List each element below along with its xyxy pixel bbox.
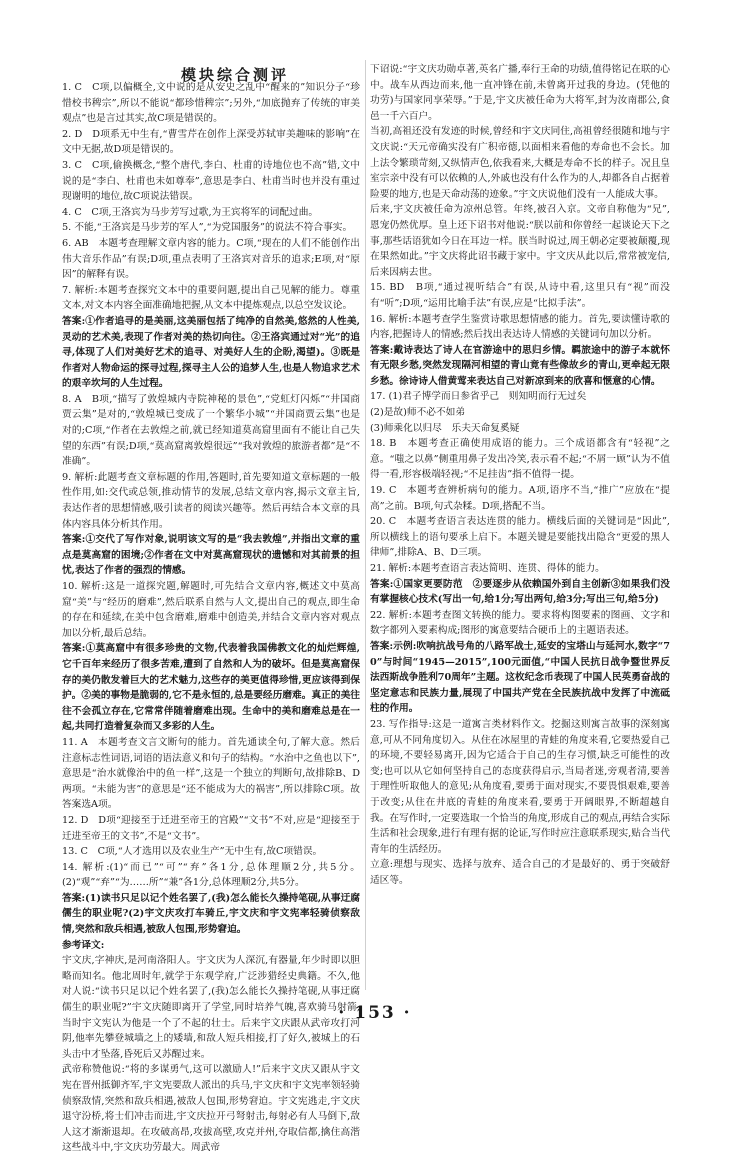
answer-paragraph: 宇文庆,字神庆,是河南洛阳人。宇文庆为人深沉,有器量,年少时即以胆略而知名。他北周时年,就学于东观学府,广泛涉猎经史典籍。不久,他对人说:“读书只足以记个姓名罢了,(我)怎么能长久操持笔砚,从事迂腐儒生的职业呢?”宇文庆随即离开了学堂,同时培养气魄,喜欢骑马射箭,当时宇文宪认为他是一个了不起的壮士。后来宇文庆跟从武帝攻打河阴,他率先攀登城墙之上的矮墙,和敌人短兵相接,打了好久,被城上的石头击中才坠落,昏死后又苏醒过来。: [62, 955, 360, 1060]
answer-paragraph: 23. 写作指导:这是一道寓言类材料作文。挖掘这则寓言故事的深刻寓意,可从不同角度切入。从住在冰屋里的青蛙的角度来看,它要热爱自己的环境,不要轻易离开,因为它适合于自己的生存习惯,缺乏可能性的改变;也可以从它如何坚持自己的态度获得启示,当局者迷,旁观者清,要善于理性听取他人的意见;从角度看,要勇于面对现实,不要畏惧艰难,要善于改变;从住在井底的青蛙的角度来看,要勇于开阔眼界,不断超越自我。在写作时,一定要选取一个恰当的角度,形成自己的观点,再结合实际生活和社会现象,进行有理有据的论证,写作时应注意联系现实,贴合当代青年的生活经历。: [370, 718, 670, 855]
answer-paragraph: 答案:(1)读书只足以记个姓名罢了,(我)怎么能长久操持笔砚,从事迂腐儒生的职业呢?(2)宇文庆攻打车骑丘,宇文庆和宇文宪率轻骑侦察敌情,突然和敌兵相遇,被敌人包围,形势窘迫。: [62, 892, 360, 936]
answer-paragraph: 下诏说:“宇文庆功勋卓著,英名广播,奉行王命的功绩,值得铭记在联的心中。战车从西边而来,他一直冲锋在前,未曾离开过我的身边。(凭他的功劳)与国家同享荣辱。”于是,宇文庆被任命为大将军,封为汝南郡公,食邑一千六百户。: [370, 64, 670, 122]
answer-paragraph: 答案:①交代了写作对象,说明该文写的是“我去敦煌”,并指出文章的重点是莫高窟的困境;②作者在文中对莫高窟现状的遗憾和对其前景的担忧,表达了作者的强烈的情感。: [62, 534, 360, 577]
answer-paragraph: 1. C C项,以偏概全,文中说的是从安史之乱中“醒来的”知识分子“珍惜校书稗宗”,所以不能说“都珍惜稗宗”;另外,“加底抛弃了传统的审美观点”也是言过其实,故C项是错误的。: [62, 82, 360, 125]
answer-paragraph: 16. 解析:本题考查学生鉴赏诗歌思想情感的能力。首先,要读懂诗歌的内容,把握诗人的情感;然后找出表达诗人情感的关键词句加以分析。: [370, 313, 670, 341]
answer-paragraph: 4. C C项,王洛宾为马步芳写过歌,为王宾将军的词配过曲。: [62, 206, 319, 218]
page-title: 模块综合测评: [180, 66, 289, 84]
answer-paragraph: 13. C C项,“人才选用以及农业生产”无中生有,故C项错误。: [62, 846, 323, 858]
answer-paragraph: 10. 解析:这是一道探究题,解题时,可先结合文章内容,概述文中莫高窟“美”与“经历的磨难”,然后联系自然与人文,提出自己的观点,即生命的存在和延续,在美中包含磨难,磨难中创造美,并结合文章内容对观点加以分析,最后总结。: [62, 581, 360, 639]
answer-paragraph: 当初,高祖还没有发迹的时候,曾经和宇文庆同住,高祖曾经很随和地与宇文庆说:“天元帝确实没有广积帝德,以面相来看他的寿命也不会长。加上法令繁琐苛刻,又纵情声色,依我看来,大概是寿命不长的样子。况且皇室宗亲中没有可以依赖的人,外戚也没有什么作为的人,却都各自占据着险要的地方,也是天命动荡的迹象。”宇文庆说他们没有一人能成大事。: [370, 126, 670, 200]
answer-paragraph: 15. BD B项,“通过视听结合”有误,从诗中看,这里只有“视”而没有“听”;D项,“运用比喻手法”有误,应是“比拟手法”。: [370, 282, 670, 309]
answer-paragraph: 11. A 本题考查文言文断句的能力。首先通读全句,了解大意。然后注意标志性词语,词语的语法意义和句子的结构。“水治中之鱼也以下”,意思是“治水就像治中的鱼一样”,这是一个独立的判断句,故排除B、D两项。“未能为害”的意思是“还不能成为大的祸害”,所以排除C项。故答案选A项。: [62, 736, 360, 811]
answer-paragraph: 18. B 本题考查正确使用成语的能力。三个成语都含有“轻视”之意。“嗤之以鼻”侧重用鼻子发出冷笑,表示看不起;“不屑一顾”认为不值得一看,形容极端轻视;“不足挂齿”指不值得一提。: [370, 438, 670, 481]
answer-paragraph: 9. 解析:此题考查文章标题的作用,答题时,首先要知道文章标题的一般性作用,如:交代或总领,推动情节的发展,总结文章内容,揭示文章主旨,表达作者的思想情感,吸引读者的阅读兴趣等。然后再结合本文章的具体内容具体分析其作用。: [62, 471, 360, 530]
answer-paragraph: 武帝称赞他说:“将的多谋勇气,这可以激励人!”后来宇文庆又跟从宇文宪在晋州抵御齐军,宇文宪要敌人派出的兵马,宇文庆和宇文宪率领轻骑侦察敌情,突然和敌兵相遇,被敌人包围,形势窘迫。宇文宪逃走,宇文庆退守汾桥,将士们冲击而进,宇文庆拉开弓弩射击,每射必有人马倒下,敌人这才渐渐退却。在攻破高昂,攻拔高壁,攻克并州,夺取信都,擒住高湝这些战斗中,宇文庆功劳最大。周武帝: [62, 1064, 360, 1154]
answer-paragraph: 2. D D项系无中生有,“曹雪芹在创作上深受苏轼审美趣味的影响”在文中无据,故D项是错误的。: [62, 128, 360, 156]
answer-paragraph: 12. D D项“迎接至于迁进至帝王的宫殿”“文书”不对,应是“迎接至于迁进至帝王的文书”,不是“文书”。: [62, 814, 360, 842]
answer-paragraph: 答案:①作者追寻的是美丽,这美丽包括了纯净的自然美,悠然的人性美,灵动的艺术美,表现了作者对美的热切向往。②王洛宾通过对“光”的追寻,体现了人们对美好艺术的追寻、对美好人生的企盼,渴望)。③既是作者对人物命运的探寻过程,探寻主人公的追梦人生,也是人物追求艺术的艰辛坎坷的人生过程。: [62, 315, 360, 390]
left-column: [62, 80, 360, 1154]
answer-paragraph: 答案:①国家更要防范 ②要逐步从依赖国外到自主创新③如果我们没有掌握核心技术(写出一句,给1分;写出两句,给3分;写出三句,给5分): [370, 578, 670, 606]
answer-paragraph: 17. (1)君子博学而日参省乎己 则知明而行无过矣: [370, 391, 587, 403]
answer-paragraph: 答案:示例:吹响抗战号角的八路军战士,延安的宝塔山与延河水,数字“70”与时间“1945—2015”,100元面值,“中国人民抗日战争暨世界反法西斯战争胜利70周年”主题。这枚纪念币表现了中国人民英勇奋战的坚定意志和民族力量,展现了中国共产党在全民族抗战中发挥了中流砥柱的作用。: [370, 640, 670, 715]
answer-paragraph: 19. C 本题考查辨析病句的能力。A项,语序不当,“推广”应放在“提高”之前。B项,句式杂糅。D项,搭配不当。: [370, 485, 670, 512]
answer-paragraph: 7. 解析:本题考查探究文本中的重要问题,提出自己见解的能力。尊重文本,对文本内容全面准确地把握,从文本中提炼观点,以总空发议论。: [62, 284, 360, 312]
answer-paragraph: 立意:理想与现实、选择与放弃、适合自己的才是最好的、勇于突破舒适区等。: [370, 859, 670, 886]
answer-paragraph: 参考译文:: [62, 939, 105, 951]
answer-paragraph: 答案:戴诗表达了诗人在官游途中的思归乡情。羁旅途中的游子本就怀有无限乡愁,突然发现隔河相望的青山竟有些像故乡的青山,更牵起无限乡愁。徐诗诗人借黄莺来表达自己对新凉到来的欣喜和惬意的心情。: [370, 344, 670, 387]
answer-paragraph: 5. 不能,“王洛宾是马步芳的军人”,“为党国服务”的说法不符合事实。: [62, 222, 353, 234]
answer-paragraph: 14. 解析:(1)“而已”“可”“弃”各1分,总体理顺2分,共5分。(2)“观”“弃”“为……所”“兼”各1分,总体理顺2分,共5分。: [62, 861, 360, 889]
answer-paragraph: 20. C 本题考查语言表达连贯的能力。横线后面的关键词是“因此”,所以横线上的语句要承上启下。本题关键是要能找出隐含“更爱的黑人律师”,排除A、B、D三项。: [370, 516, 670, 559]
answer-paragraph: 后来,宇文庆被任命为凉州总管。年终,被召入京。文帝自称他为“兄”,恩宠仍然优厚。皇上还下诏书对他说:“朕以前和你曾经一起谈论天下之事,那些话语犹如今日在耳边一样。朕当时说过,周王朝必定要被颠覆,现在果然如此。”宇文庆将此诏书藏于家中。宇文庆从此以后,常常被宠信,后来因病去世。: [370, 204, 670, 278]
answer-paragraph: 3. C C项,偷换概念,“整个唐代,李白、杜甫的诗地位也不高”错,文中说的是“李白、杜甫也未如尊奉”,意思是李白、杜甫当时也并没有重过现谢明的地位,故C项说法错误。: [62, 159, 360, 203]
answer-paragraph: (2)是故)师不必不如弟: [370, 407, 466, 419]
answer-paragraph: (3)师乘化以归尽 乐夫天命复奚疑: [370, 422, 520, 434]
column-divider: [365, 60, 366, 990]
page-number: · 153 ·: [338, 1003, 412, 1023]
answer-paragraph: 21. 解析:本题考查语言表达简明、连贯、得体的能力。: [370, 563, 605, 574]
answer-paragraph: 答案:①莫高窟中有很多珍贵的文物,代表着我国佛教文化的灿烂辉煌,它千百年来经历了很多苦难,遭到了自然和人为的破坏。但是莫高窟保存的美仍散发着巨大的艺术魅力,这些存的美更值得珍惜,更应该得到保护。②美的事物是脆弱的,它不是永恒的,总是要经历磨难。真正的美往往不会孤立存在,它常常伴随着磨难出现。生命中的美和磨难总是在一起,共同打造着复杂而又多彩的人生。: [62, 643, 360, 733]
answer-paragraph: 8. A B项,“描写了敦煌城内寺院神秘的景色”,“党虹灯闪烁”“井国商贾云集”是对的,“敦煌城已变成了一个繁华小城”“并国商贾云集”也是对的;C项,“作者在去敦煌之前,就已经知道莫高窟里面有不能让自己失望的东西”有误;D项,“莫高窟离敦煌很远”“我对敦煌的旅游者都”是“不准确”。: [62, 393, 360, 468]
answer-paragraph: 6. AB 本题考查理解文章内容的能力。C项,“现在的人们不能创作出伟大音乐作品”有误;D项,重点表明了王洛宾对音乐的追求;E项,对“原因”的解释有误。: [62, 237, 360, 281]
answer-paragraph: 22. 解析:本题考查图文转换的能力。要求将构图要素的图画、文字和数字都列入要素构成;图形的寓意要结合硬币上的主题语表述。: [370, 609, 670, 637]
right-column: [370, 62, 670, 888]
